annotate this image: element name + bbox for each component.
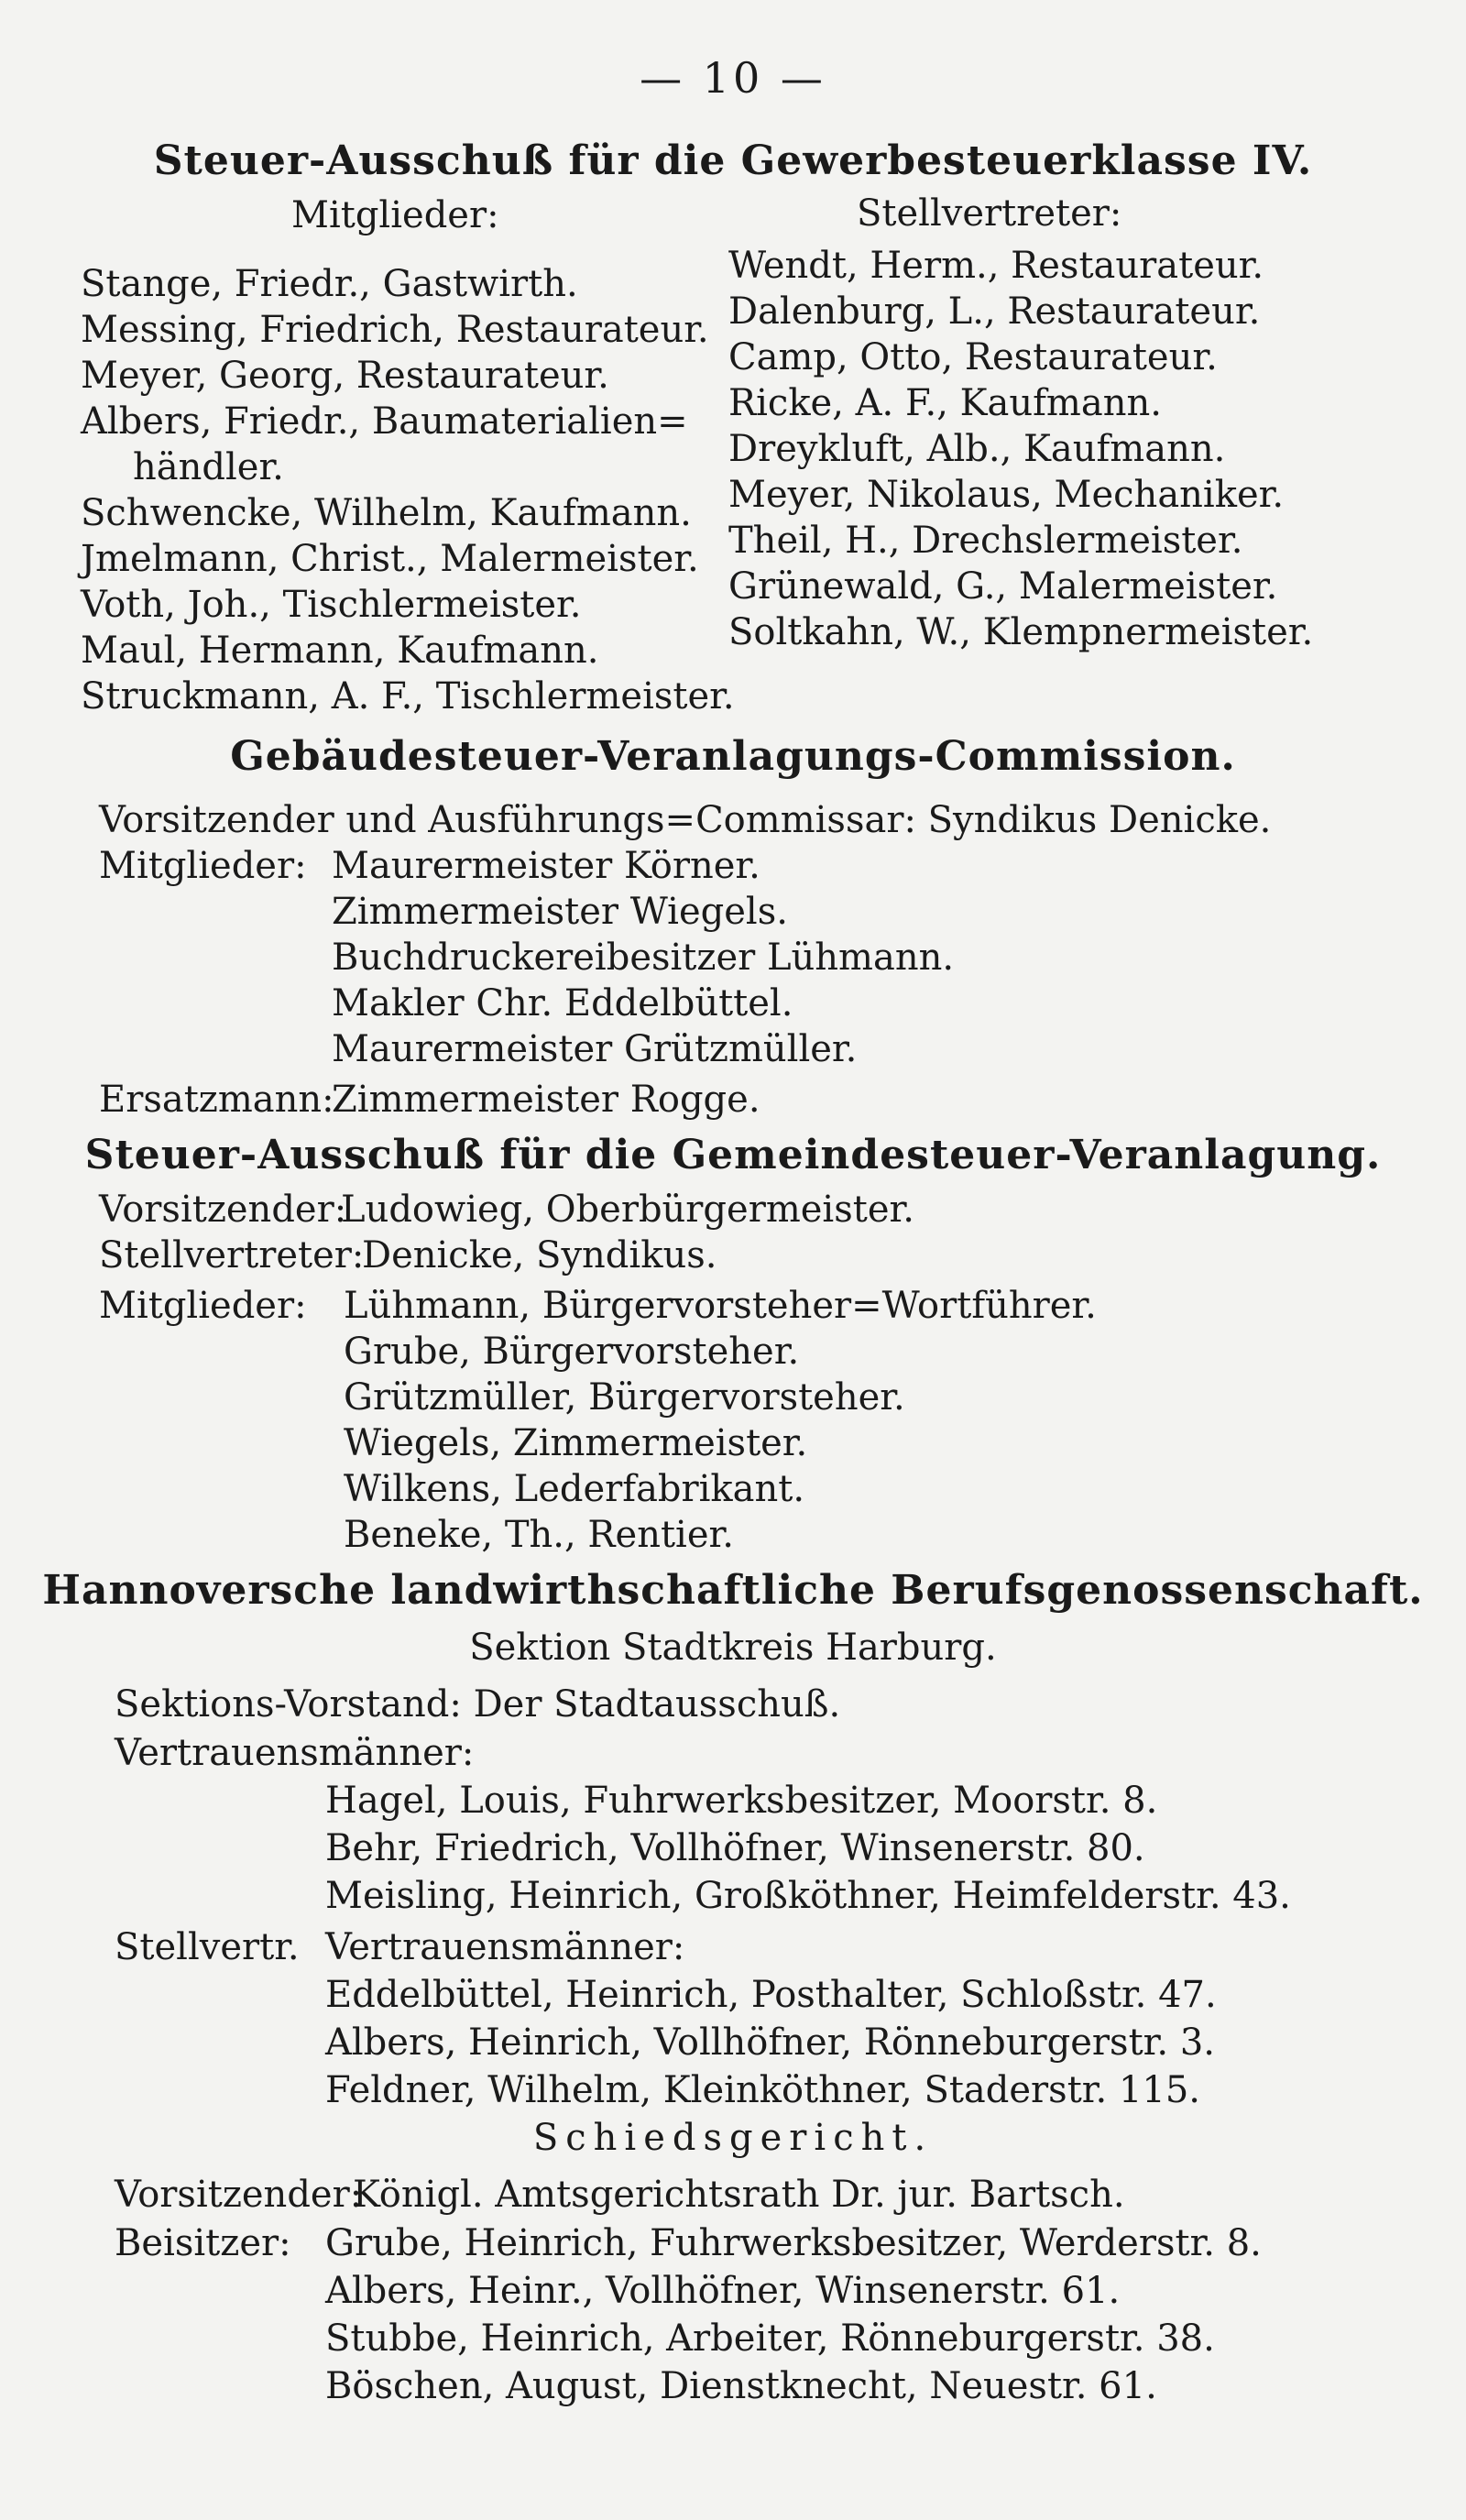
assessor-line: Böschen, August, Dienstknecht, Neuestr. 61. bbox=[325, 2365, 1157, 2407]
deputy-trustee-line: Eddelbüttel, Heinrich, Posthalter, Schloßstr. 47. bbox=[325, 1974, 1217, 2016]
trustee-line: Behr, Friedrich, Vollhöfner, Winsenerstr. 80. bbox=[325, 1827, 1145, 1869]
member-line: Schwencke, Wilhelm, Kaufmann. bbox=[81, 492, 692, 534]
substitute-label: Ersatzmann: bbox=[99, 1079, 334, 1121]
section-title-gemeindesteuer: Steuer-Ausschuß für die Gemeindesteuer-Veranlagung. bbox=[84, 1132, 1382, 1178]
deputies-header: Stellvertreter: bbox=[857, 192, 1122, 235]
assessors-label: Beisitzer: bbox=[115, 2222, 291, 2264]
deputy-line: Meyer, Nikolaus, Mechaniker. bbox=[728, 474, 1285, 516]
deputy-line: Theil, H., Drechslermeister. bbox=[728, 520, 1243, 562]
deputy-trustee-line: Feldner, Wilhelm, Kleinköthner, Staderstr. 115. bbox=[325, 2069, 1200, 2111]
member-line: Wilkens, Lederfabrikant. bbox=[344, 1468, 805, 1510]
assessor-line: Stubbe, Heinrich, Arbeiter, Rönneburgerstr. 38. bbox=[325, 2317, 1215, 2360]
members-header: Mitglieder: bbox=[291, 194, 499, 236]
member-line: Makler Chr. Eddelbüttel. bbox=[332, 982, 793, 1024]
trustees-label: Vertrauensmänner: bbox=[115, 1732, 475, 1774]
chair: Ludowieg, Oberbürgermeister. bbox=[341, 1189, 914, 1231]
assessor-line: Albers, Heinr., Vollhöfner, Winsenerstr. 61. bbox=[325, 2270, 1121, 2312]
members-label: Mitglieder: bbox=[99, 1285, 307, 1327]
member-line: Beneke, Th., Rentier. bbox=[344, 1514, 734, 1556]
member-line: Struckmann, A. F., Tischlermeister. bbox=[81, 675, 735, 718]
chair-label: Vorsitzender: bbox=[115, 2174, 363, 2216]
member-line: Zimmermeister Wiegels. bbox=[332, 891, 788, 933]
member-line: Voth, Joh., Tischlermeister. bbox=[81, 584, 582, 626]
member-line: Maurermeister Grützmüller. bbox=[332, 1028, 858, 1070]
deputy: Denicke, Syndikus. bbox=[362, 1234, 717, 1276]
member-line: Grube, Bürgervorsteher. bbox=[344, 1331, 800, 1373]
section-title-schiedsgericht: Schiedsgericht. bbox=[532, 2117, 934, 2159]
section-subtitle: Sektion Stadtkreis Harburg. bbox=[469, 1627, 997, 1669]
member-line: Wiegels, Zimmermeister. bbox=[344, 1422, 808, 1464]
section-title-berufsgenossenschaft: Hannoversche landwirthschaftliche Berufsgenossenschaft. bbox=[42, 1567, 1424, 1614]
chair: Königl. Amtsgerichtsrath Dr. jur. Bartsch. bbox=[353, 2174, 1125, 2216]
member-line: Stange, Friedr., Gastwirth. bbox=[81, 263, 578, 305]
deputy-line: Dreykluft, Alb., Kaufmann. bbox=[728, 428, 1226, 470]
member-line: Albers, Friedr., Baumaterialien= bbox=[81, 400, 688, 443]
board-line: Sektions-Vorstand: Der Stadtausschuß. bbox=[115, 1683, 841, 1726]
section-title-gebaeudesteuer: Gebäudesteuer-Veranlagungs-Commission. bbox=[230, 733, 1236, 780]
deputy-line: Soltkahn, W., Klempnermeister. bbox=[728, 611, 1314, 653]
member-line: Maul, Hermann, Kaufmann. bbox=[81, 630, 599, 672]
section-title-gewerbesteuer: Steuer-Ausschuß für die Gewerbesteuerklasse IV. bbox=[153, 137, 1313, 184]
deputy-label: Stellvertreter: bbox=[99, 1234, 365, 1276]
deputy-label: Stellvertr. bbox=[115, 1926, 300, 1968]
substitute: Zimmermeister Rogge. bbox=[332, 1079, 760, 1121]
deputy-line: Ricke, A. F., Kaufmann. bbox=[728, 382, 1162, 424]
assessor-line: Grube, Heinrich, Fuhrwerksbesitzer, Werderstr. 8. bbox=[325, 2222, 1262, 2264]
member-line: Maurermeister Körner. bbox=[332, 845, 760, 887]
deputy-line: Wendt, Herm., Restaurateur. bbox=[728, 245, 1264, 287]
chair-label: Vorsitzender: bbox=[99, 1189, 347, 1231]
chair-line: Vorsitzender und Ausführungs=Commissar: Syndikus Denicke. bbox=[99, 799, 1272, 841]
members-label: Mitglieder: bbox=[99, 845, 307, 887]
trustee-line: Hagel, Louis, Fuhrwerksbesitzer, Moorstr. 8. bbox=[325, 1780, 1158, 1822]
member-line: händler. bbox=[133, 446, 284, 488]
member-line: Buchdruckereibesitzer Lühmann. bbox=[332, 937, 955, 979]
member-line: Messing, Friedrich, Restaurateur. bbox=[81, 309, 709, 351]
page-number: — 10 — bbox=[640, 53, 826, 103]
deputy-line: Dalenburg, L., Restaurateur. bbox=[728, 290, 1261, 333]
deputy-trustee-line: Albers, Heinrich, Vollhöfner, Rönneburgerstr. 3. bbox=[325, 2021, 1215, 2064]
member-line: Meyer, Georg, Restaurateur. bbox=[81, 355, 609, 397]
member-line: Jmelmann, Christ., Malermeister. bbox=[81, 538, 699, 580]
deputy-trustees-label: Vertrauensmänner: bbox=[325, 1926, 685, 1968]
deputy-line: Camp, Otto, Restaurateur. bbox=[728, 336, 1218, 378]
member-line: Grützmüller, Bürgervorsteher. bbox=[344, 1376, 905, 1419]
trustee-line: Meisling, Heinrich, Großköthner, Heimfelderstr. 43. bbox=[325, 1875, 1291, 1917]
member-line: Lühmann, Bürgervorsteher=Wortführer. bbox=[344, 1285, 1097, 1327]
deputy-line: Grünewald, G., Malermeister. bbox=[728, 565, 1278, 608]
